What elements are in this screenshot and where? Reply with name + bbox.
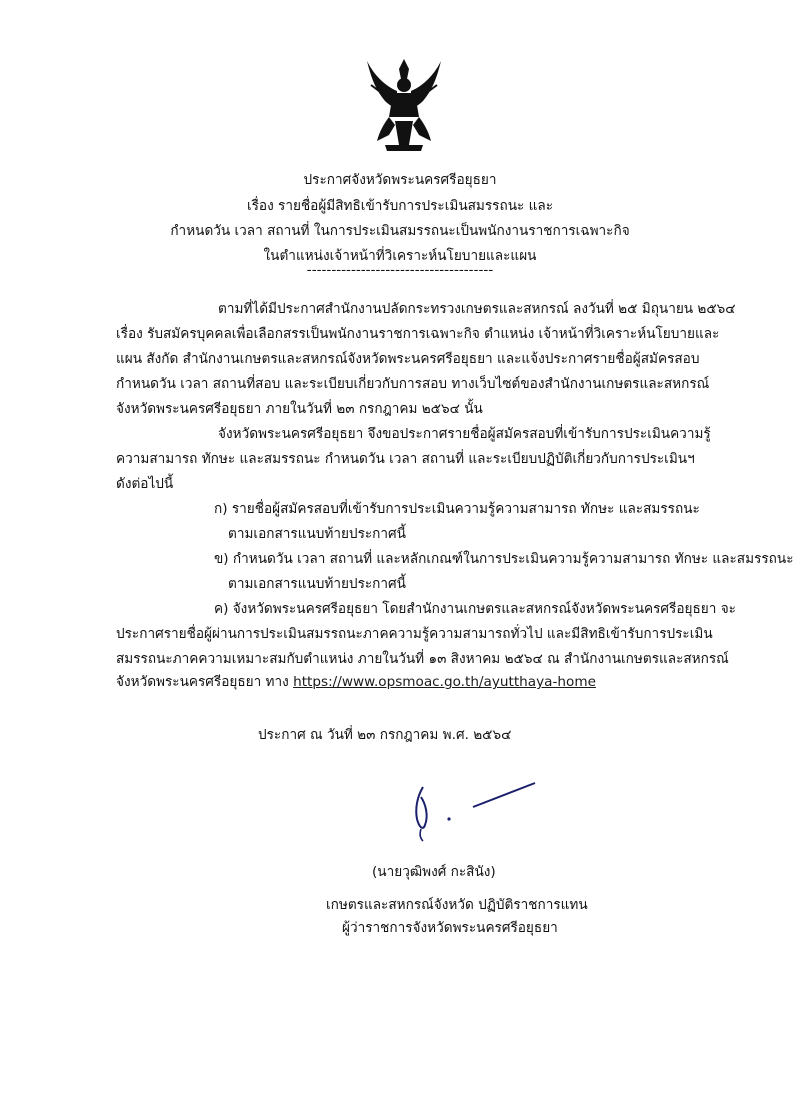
item-c-last-text: จังหวัดพระนครศรีอยุธยา ทาง: [116, 674, 294, 690]
paragraph-1-line: แผน สังกัด สำนักงานเกษตรและสหกรณ์จังหวัดพระนครศรีอยุธยา และแจ้งประกาศรายชื่อผู้สมัครสอบ: [116, 351, 700, 367]
website-link[interactable]: https://www.opsmoac.go.th/ayutthaya-home: [293, 674, 596, 690]
paragraph-2-line: จังหวัดพระนครศรีอยุธยา จึงขอประกาศรายชื่อผู้สมัครสอบที่เข้ารับการประเมินความรู้: [218, 426, 711, 442]
signatory-position: เกษตรและสหกรณ์จังหวัด ปฏิบัติราชการแทน: [326, 897, 588, 913]
paragraph-1-line: กำหนดวัน เวลา สถานที่สอบ และระเบียบเกี่ยวกับการสอบ ทางเว็บไซต์ของสำนักงานเกษตรและสหกรณ์: [116, 376, 710, 392]
signatory-authority: ผู้ว่าราชการจังหวัดพระนครศรีอยุธยา: [342, 920, 558, 936]
item-a-line: ตามเอกสารแนบท้ายประกาศนี้: [228, 526, 406, 542]
item-b-line: ตามเอกสารแนบท้ายประกาศนี้: [228, 576, 406, 592]
announce-date: ประกาศ ณ วันที่ ๒๓ กรกฎาคม พ.ศ. ๒๕๖๔: [258, 727, 512, 743]
divider: --------------------------------------: [306, 262, 494, 278]
announcement-title: ประกาศจังหวัดพระนครศรีอยุธยา: [303, 172, 497, 188]
subject-line-1: เรื่อง รายชื่อผู้มีสิทธิเข้ารับการประเมินสมรรถนะ และ: [246, 198, 554, 214]
subject-line-2: กำหนดวัน เวลา สถานที่ ในการประเมินสมรรถนะเป็นพนักงานราชการเฉพาะกิจ: [170, 223, 630, 239]
paragraph-1-line: จังหวัดพระนครศรีอยุธยา ภายในวันที่ ๒๓ กรกฎาคม ๒๕๖๔ นั้น: [116, 401, 483, 417]
item-c-line: [116, 670, 596, 692]
signatory-name: (นายวุฒิพงศ์ กะสินัง): [372, 864, 496, 880]
item-c-line: ประกาศรายชื่อผู้ผ่านการประเมินสมรรถนะภาคความรู้ความสามารถทั่วไป และมีสิทธิเข้ารับการประเมิน: [116, 626, 713, 642]
item-a-line: ก) รายชื่อผู้สมัครสอบที่เข้ารับการประเมินความรู้ความสามารถ ทักษะ และสมรรถนะ: [214, 501, 700, 517]
paragraph-2-line: ความสามารถ ทักษะ และสมรรถนะ กำหนดวัน เวลา สถานที่ และระเบียบปฏิบัติเกี่ยวกับการประเมินฯ: [116, 451, 695, 467]
paragraph-1-line: เรื่อง รับสมัครบุคคลเพื่อเลือกสรรเป็นพนักงานราชการเฉพาะกิจ ตำแหน่ง เจ้าหน้าที่วิเคราะห์นโยบายและ: [116, 326, 720, 342]
subject-line-3: ในตำแหน่งเจ้าหน้าที่วิเคราะห์นโยบายและแผน: [263, 248, 537, 264]
item-c-line: สมรรถนะภาคความเหมาะสมกับตำแหน่ง ภายในวันที่ ๑๓ สิงหาคม ๒๕๖๔ ณ สำนักงานเกษตรและสหกรณ์: [116, 651, 729, 667]
paragraph-1-line: ตามที่ได้มีประกาศสำนักงานปลัดกระทรวงเกษตรและสหกรณ์ ลงวันที่ ๒๕ มิถุนายน ๒๕๖๔: [218, 301, 736, 317]
item-c-line: ค) จังหวัดพระนครศรีอยุธยา โดยสำนักงานเกษตรและสหกรณ์จังหวัดพระนครศรีอยุธยา จะ: [214, 601, 736, 617]
item-b-line: ข) กำหนดวัน เวลา สถานที่ และหลักเกณฑ์ในการประเมินความรู้ความสามารถ ทักษะ และสมรรถนะ: [214, 551, 794, 567]
garuda-emblem-icon: [363, 55, 445, 155]
paragraph-2-line: ดังต่อไปนี้: [116, 476, 174, 492]
signature-mark: [395, 775, 555, 845]
